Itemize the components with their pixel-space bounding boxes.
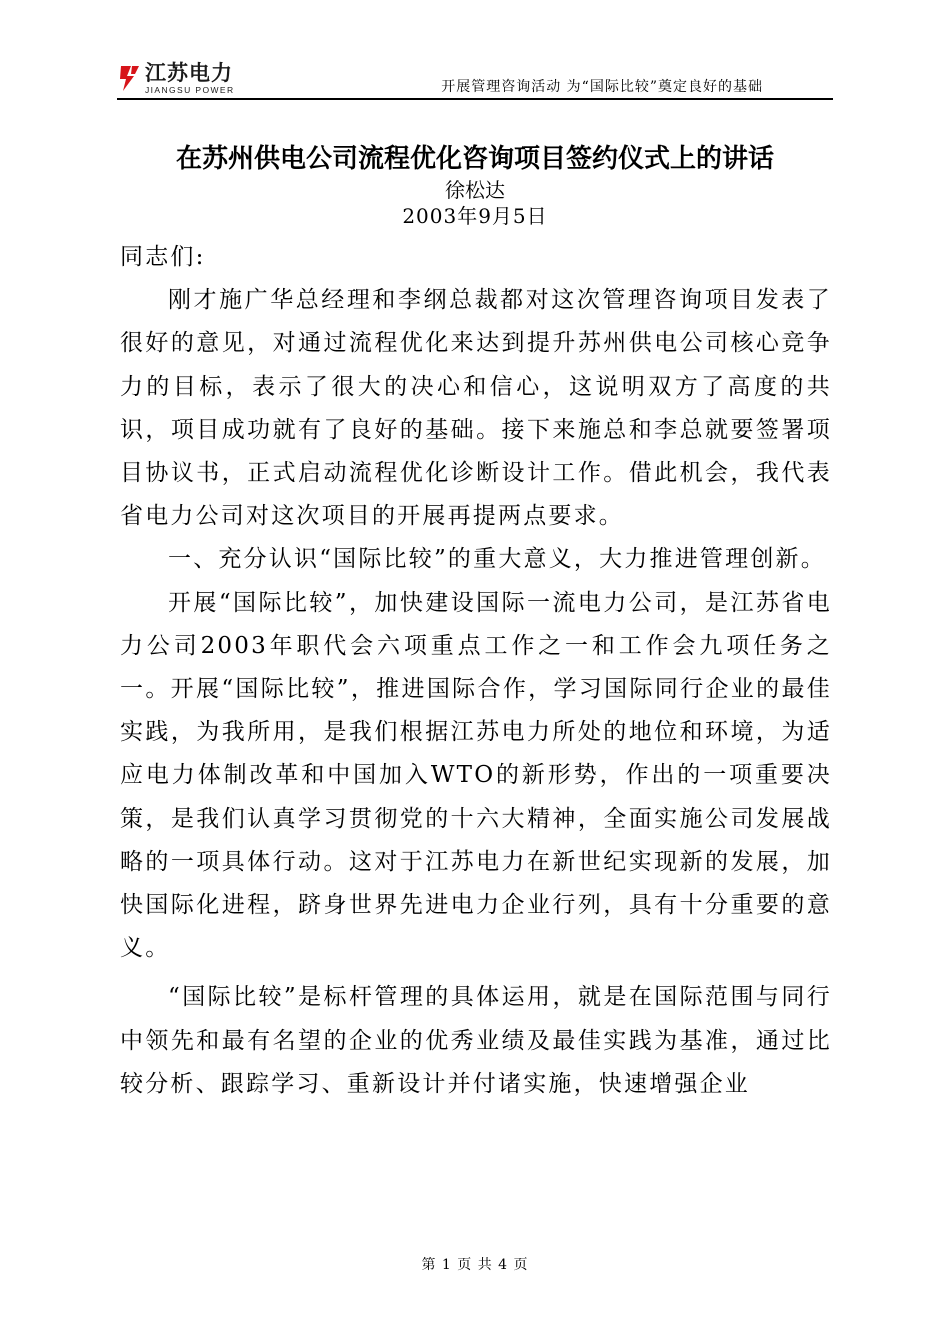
salutation: 同志们:	[120, 244, 206, 270]
paragraph-2: 开展“国际比较”，加快建设国际一流电力公司，是江苏省电力公司2003年职代会六项重点工作之一和工作会九项任务之一。开展“国际比较”，推进国际合作，学习国际同行企业的最佳实践，为我所用，是我们根据江苏电力所处的地位和环境，为适应电力体制改革和中国加入WTO的新形势，作出的一项重要决策，是我们认真学习贯彻党的十六大精神，全面实施公司发展战略的一项具体行动。这对于江苏电力在新世纪实现新的发展，加快国际化进程，跻身世界先进电力企业行列，具有十分重要的意义。	[120, 589, 832, 962]
logo-english-name: JIANGSU POWER	[145, 85, 235, 95]
page-number-footer: 第 1 页 共 4 页	[421, 1257, 529, 1273]
company-logo	[117, 60, 267, 96]
logo-chinese-name: 江苏电力	[145, 61, 233, 85]
document-author: 徐松达	[445, 178, 505, 202]
section-heading-1: 一、充分认识“国际比较”的重大意义，大力推进管理创新。	[168, 546, 826, 573]
paragraph-3: “国际比较”是标杆管理的具体运用，就是在国际范围与同行中领先和最有名望的企业的优秀业绩及最佳实践为基准，通过比较分析、跟踪学习、重新设计并付诸实施，快速增强企业	[120, 984, 832, 1097]
page-header	[117, 58, 833, 100]
lightning-logo-icon	[117, 64, 141, 92]
document-title: 在苏州供电公司流程优化咨询项目签约仪式上的讲话	[175, 144, 774, 174]
header-slogan: 开展管理咨询活动 为“国际比较”奠定良好的基础	[441, 79, 763, 95]
paragraph-1: 刚才施广华总经理和李纲总裁都对这次管理咨询项目发表了很好的意见，对通过流程优化来达到提升苏州供电公司核心竞争力的目标，表示了很大的决心和信心，这说明双方了高度的共识，项目成功就有了良好的基础。接下来施总和李总就要签署项目协议书，正式启动流程优化诊断设计工作。借此机会，我代表省电力公司对这次项目的开展再提两点要求。	[120, 287, 832, 530]
document-body	[120, 236, 832, 1106]
document-date: 2003年9月5日	[402, 204, 548, 228]
